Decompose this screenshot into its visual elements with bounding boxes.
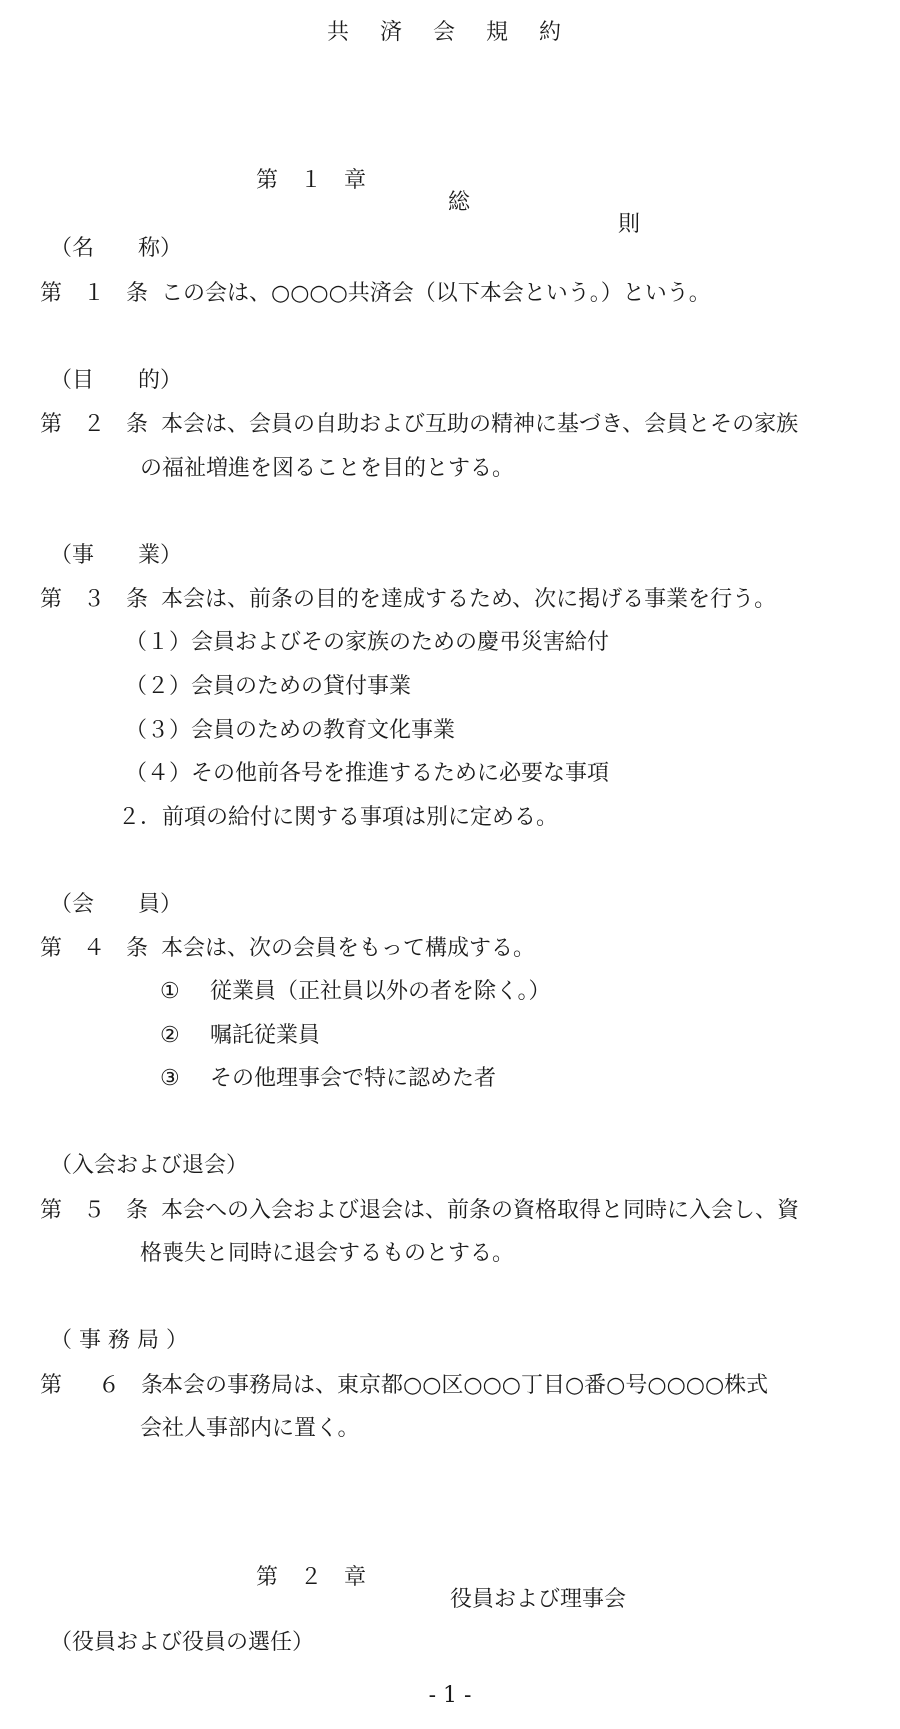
article-3-item: （２）会員のための貸付事業 <box>125 674 412 699</box>
article-3-paragraph-2: ２．前項の給付に関する事項は別に定める。 <box>118 805 559 830</box>
article-6-text-line2: 会社人事部内に置く。 <box>140 1416 360 1441</box>
article-3-item: （４）その他前各号を推進するために必要な事項 <box>125 761 610 786</box>
article-2-text-line2: の福祉増進を図ることを目的とする。 <box>140 456 515 481</box>
chapter-2-number: 第 ２ 章 <box>256 1565 367 1590</box>
chapter-1-heading <box>0 148 900 237</box>
chapter-2-title: 役員および理事会 <box>450 1587 627 1612</box>
chapter-1-number: 第 １ 章 <box>256 168 367 193</box>
member-item-marker: ② <box>160 1023 180 1048</box>
chapter-2-heading <box>0 1545 900 1612</box>
article-3-heading: （事 業） <box>50 543 183 568</box>
article-5-text-line2: 格喪失と同時に退会するものとする。 <box>140 1241 515 1266</box>
member-item-text: その他理事会で特に認めた者 <box>210 1066 497 1091</box>
article-3-number: 第 ３ 条 <box>40 587 155 612</box>
article-3-item: （３）会員のための教育文化事業 <box>125 718 456 743</box>
article-2-number: 第 ２ 条 <box>40 412 155 437</box>
chapter-1-title-part2: 則 <box>618 212 641 237</box>
article-4-text: 本会は、次の会員をもって構成する。 <box>161 936 536 961</box>
article-5-text-line1: 本会への入会および退会は、前条の資格取得と同時に入会し、資 <box>161 1198 800 1223</box>
article-6-number: 第 ６ 条 <box>40 1373 170 1398</box>
article-4-number: 第 ４ 条 <box>40 936 155 961</box>
member-item-marker: ③ <box>160 1066 180 1091</box>
article-7-heading: （役員および役員の選任） <box>50 1630 315 1655</box>
member-item-marker: ① <box>160 979 180 1004</box>
article-5-number: 第 ５ 条 <box>40 1198 155 1223</box>
member-item-text: 従業員（正社員以外の者を除く。） <box>210 979 551 1004</box>
article-6-text-line1: 本会の事務局は、東京都○○区○○○丁目○番○号○○○○株式 <box>161 1373 769 1398</box>
chapter-1-title-part1: 総 <box>448 190 471 215</box>
article-4-heading: （会 員） <box>50 892 183 917</box>
article-1-text: この会は、○○○○共済会（以下本会という。）という。 <box>161 281 711 306</box>
article-3-text: 本会は、前条の目的を達成するため、次に掲げる事業を行う。 <box>161 587 777 612</box>
article-2-text-line1: 本会は、会員の自助および互助の精神に基づき、会員とその家族 <box>161 412 799 437</box>
article-2-heading: （目 的） <box>50 368 183 393</box>
article-3-item: （１）会員およびその家族のための慶弔災害給付 <box>125 630 610 655</box>
article-6-heading: （ 事 務 局 ） <box>50 1328 188 1353</box>
page-number: - 1 - <box>428 1683 472 1708</box>
article-5-heading: （入会および退会） <box>50 1153 249 1178</box>
article-1-number: 第 １ 条 <box>40 281 155 306</box>
member-item-text: 嘱託従業員 <box>210 1023 321 1048</box>
article-1-heading: （名 称） <box>50 236 183 261</box>
document-title: 共 済 会 規 約 <box>327 20 573 45</box>
